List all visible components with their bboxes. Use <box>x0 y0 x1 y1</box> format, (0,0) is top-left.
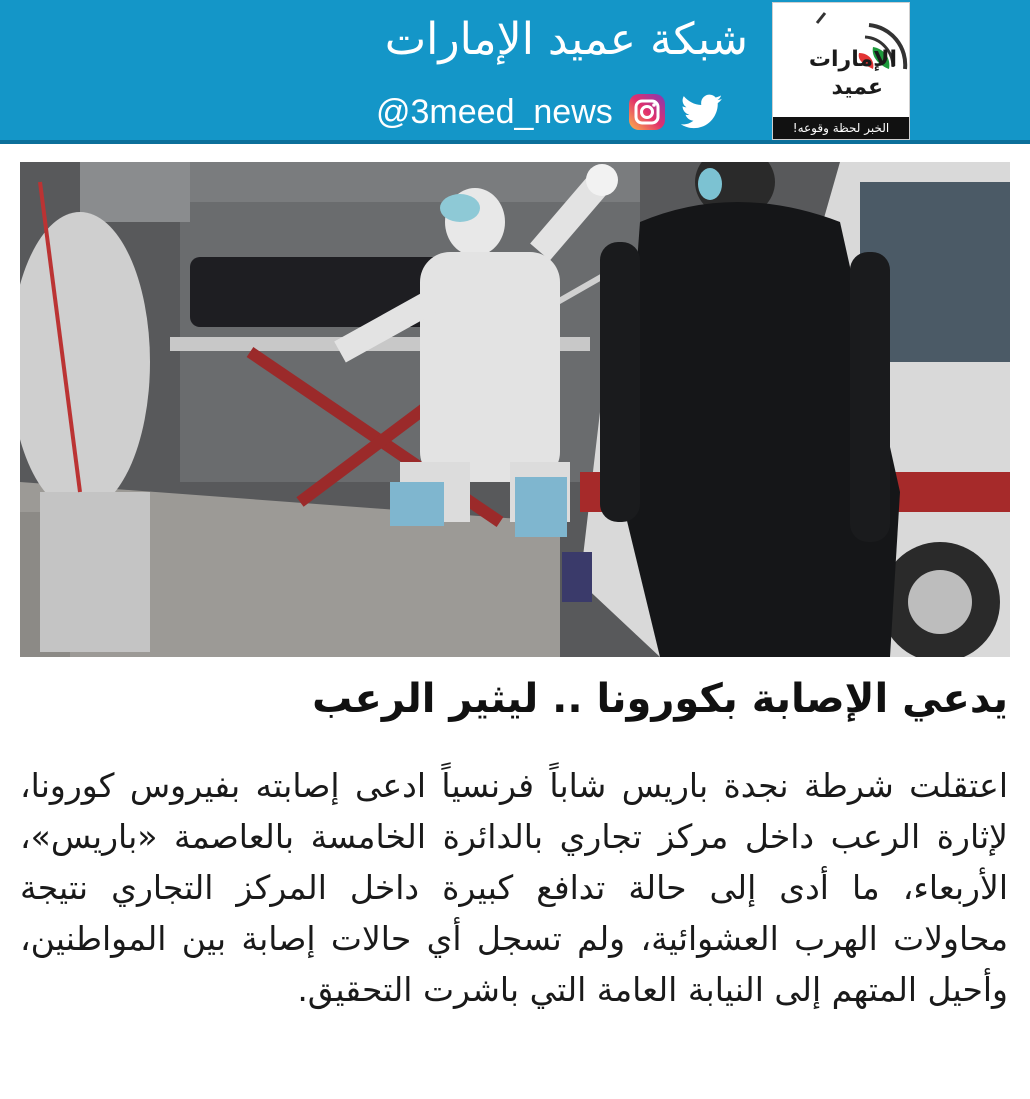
social-row <box>376 90 723 134</box>
logo-word-2: عميد <box>831 75 883 100</box>
article-headline: يدعي الإصابة بكورونا .. ليثير الرعب <box>312 676 1008 722</box>
logo-tagline: الخبر لحظة وقوعه! <box>773 117 909 139</box>
logo-word-1: الإمارات <box>808 47 897 72</box>
brand-logo <box>772 2 910 140</box>
instagram-icon[interactable] <box>627 92 667 132</box>
news-photo-illustration <box>20 162 1010 657</box>
site-header <box>0 0 1030 144</box>
article-body: اعتقلت شرطة نجدة باريس شاباً فرنسياً ادعى إصابته بفيروس كورونا، لإثارة الرعب داخل مركز تجاري بالدائرة الخامسة بالعاصمة «باريس»، الأربعاء، ما أدى إلى حالة تدافع كبيرة داخل المركز التجاري نتيجة محاولات الهرب العشوائية، ولم تسجل أي حالات إصابة بين المواطنين، وأحيل المتهم إلى النيابة العامة التي باشرت التحقيق. <box>20 766 1008 1009</box>
site-title: شبكة عميد الإمارات <box>384 14 748 65</box>
news-photo <box>20 162 1010 657</box>
twitter-icon[interactable] <box>681 94 723 130</box>
social-handle[interactable]: @3meed_news <box>376 92 613 131</box>
